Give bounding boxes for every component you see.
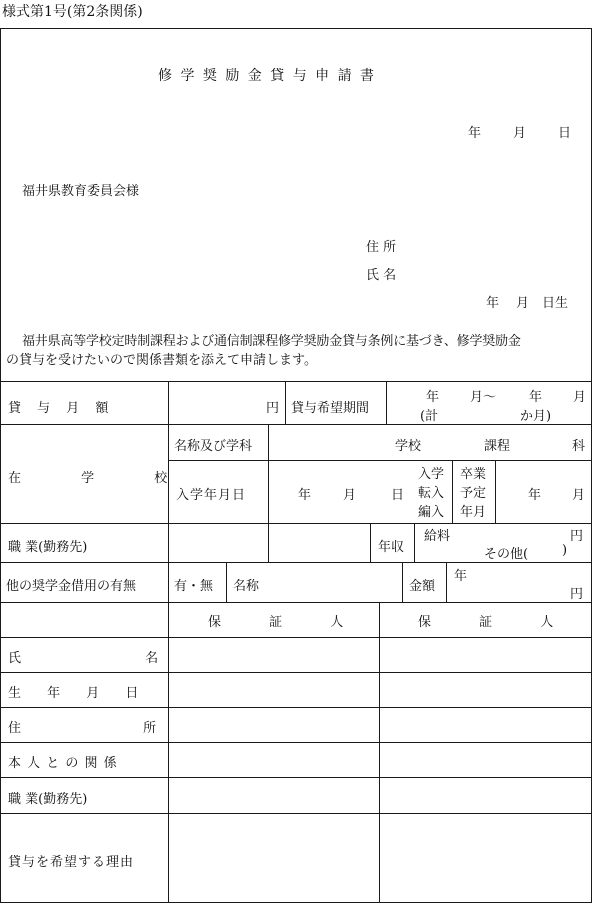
period-month-2: 月 <box>573 390 587 405</box>
loan-amount-field[interactable] <box>172 386 280 420</box>
guarantor-2-relationship-field[interactable] <box>382 744 588 775</box>
graduation-label: 卒業 予定 年月 <box>460 467 487 520</box>
birth-month: 月 <box>516 296 530 311</box>
income-label: 年収 <box>378 540 405 555</box>
guarantor-1-relationship-field[interactable] <box>170 744 376 775</box>
guarantor-2-address-field[interactable] <box>382 709 588 740</box>
grad-month: 月 <box>572 488 586 503</box>
guarantor-row-relationship: 本 人 と の 関 係 <box>8 756 118 771</box>
birth-year: 年 <box>486 296 500 311</box>
scholarship-yen: 円 <box>570 587 584 602</box>
loan-amount-yen: 円 <box>266 401 280 416</box>
guarantor-2-name-field[interactable] <box>382 639 588 670</box>
scholarship-amount-label: 金額 <box>409 579 436 594</box>
form-title: 修 学 奨 励 金 貸 与 申 請 書 <box>158 68 377 84</box>
period-month-1: 月～ <box>470 390 497 405</box>
guarantor-row-name: 氏 名 <box>8 651 219 666</box>
period-year-2: 年 <box>529 390 543 405</box>
birth-day: 日生 <box>542 296 569 311</box>
entry-type-hennyu[interactable]: 編入 <box>418 505 445 520</box>
occupation-label: 職 業(勤務先) <box>8 540 88 555</box>
guarantor-1-birthdate-field[interactable] <box>170 674 376 705</box>
guarantor-2-reason-field[interactable] <box>382 815 588 900</box>
salary-label: 給料 <box>424 529 451 544</box>
loan-period-label: 貸与希望期間 <box>291 401 370 416</box>
period-total-open: (計 <box>420 409 439 424</box>
other-scholarship-label: 他の奨学金借用の有無 <box>6 579 137 594</box>
other-income-label: その他( <box>484 547 529 562</box>
guarantor-2-occupation-field[interactable] <box>382 779 588 811</box>
statement-line-1: 福井県高等学校定時制課程および通信制課程修学奨励金貸与条例に基づき、修学奨励金 <box>22 334 521 349</box>
guarantor-row-birthdate: 生 年 月 日 <box>8 686 150 701</box>
entry-month: 月 <box>343 488 357 503</box>
guarantor-1-name-field[interactable] <box>170 639 376 670</box>
guarantor-row-address: 住 所 <box>8 721 216 736</box>
course-suffix: 課程 <box>484 439 511 454</box>
date-month: 月 <box>513 126 527 141</box>
scholarship-year: 年 <box>454 569 468 584</box>
guarantor-1-header: 保 証 人 <box>208 615 366 630</box>
form-number: 様式第1号(第2条関係) <box>2 4 143 20</box>
guarantor-1-occupation-field[interactable] <box>170 779 376 811</box>
school-name-dept-label: 名称及び学科 <box>174 439 253 454</box>
applicant-name-label: 氏 名 <box>366 268 397 283</box>
guarantor-2-header: 保 証 人 <box>418 615 576 630</box>
period-year-1: 年 <box>426 390 440 405</box>
other-income-close: ) <box>562 543 568 558</box>
loan-amount-label: 貸 与 月 額 <box>8 401 115 416</box>
scholarship-name-field[interactable] <box>272 566 398 598</box>
school-suffix: 学校 <box>395 439 422 454</box>
period-total-close: か月) <box>520 409 552 424</box>
applicant-address-label: 住 所 <box>366 240 397 255</box>
entry-day: 日 <box>391 488 405 503</box>
salary-yen: 円 <box>570 529 584 544</box>
occupation-field[interactable] <box>172 527 264 558</box>
dept-suffix: 科 <box>572 439 586 454</box>
date-year: 年 <box>468 126 482 141</box>
guarantor-row-reason: 貸与を希望する理由 <box>8 855 135 870</box>
addressee: 福井県教育委員会様 <box>22 184 140 199</box>
grad-year: 年 <box>528 488 542 503</box>
guarantor-1-address-field[interactable] <box>170 709 376 740</box>
guarantor-row-occupation: 職 業(勤務先) <box>8 792 88 807</box>
entry-type-nyugaku[interactable]: 入学 <box>418 467 445 482</box>
school-label: 在 学 校 <box>8 471 196 486</box>
school-name-field[interactable] <box>272 428 588 456</box>
entry-date-label: 入学年月日 <box>176 488 247 503</box>
yes-no-choice[interactable]: 有・無 <box>174 579 214 594</box>
statement-line-2: の貸与を受けたいので関係書類を添えて申請します。 <box>6 353 317 368</box>
scholarship-name-label: 名称 <box>233 579 260 594</box>
entry-type-tennyu[interactable]: 転入 <box>418 486 445 501</box>
entry-type-list[interactable] <box>418 465 444 522</box>
guarantor-2-birthdate-field[interactable] <box>382 674 588 705</box>
entry-year: 年 <box>298 488 312 503</box>
date-day: 日 <box>558 126 572 141</box>
guarantor-1-reason-field[interactable] <box>170 815 376 900</box>
